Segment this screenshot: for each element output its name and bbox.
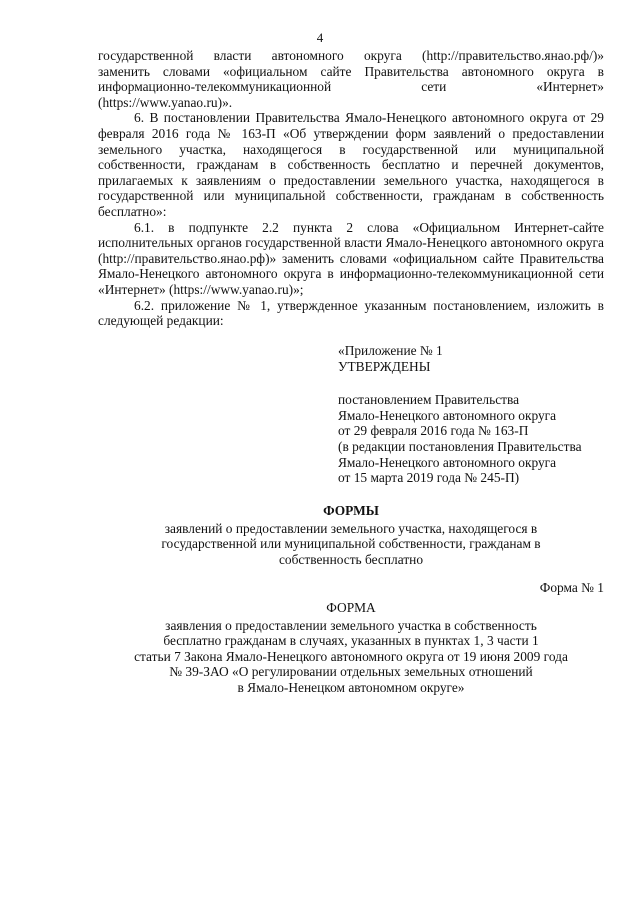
form-number-label: Форма № 1: [539, 580, 604, 595]
forms-subtitle-line: собственность бесплатно: [278, 551, 424, 567]
form-title: ФОРМА: [326, 600, 376, 615]
body-line: информационно-телекоммуникационной сети «Интернет»: [98, 79, 604, 95]
forms-title: ФОРМЫ: [323, 503, 379, 518]
appendix-line: от 29 февраля 2016 года № 163-П: [338, 423, 529, 439]
paragraph-6-1: 6.1. в подпункте 2.2 пункта 2 слова «Официальном Интернет-сайте исполнительных органов государственной власти Ямало-Ненецкого автономного округа (http://правительство.янао.рф)» заменить словами «официальном сайте Правительства Ямало-Ненецкого автономного округа в информационно-телекоммуникационной сети «Интернет» (https://www.yanao.ru)»;: [98, 219, 604, 297]
appendix-approval-block: [338, 343, 618, 486]
paragraph-6: 6. В постановлении Правительства Ямало-Ненецкого автономного округа от 29 февраля 2016 года № 163-П «Об утверждении форм заявлений о предоставлении земельного участка, находящегося в государственной или муниципальной собственности, гражданам в собственность бесплатно и перечней документов, прилагаемых к заявлениям о предоставлении земельного участка, находящегося в государственной или муниципальной собственности, гражданам в собственность бесплатно»:: [98, 110, 604, 219]
form-subtitle-line: в Ямало-Ненецком автономном округе»: [237, 679, 465, 695]
paragraph-6-2: 6.2. приложение № 1, утвержденное указанным постановлением, изложить в следующей редакции:: [98, 297, 604, 329]
page-number: 4: [316, 30, 324, 45]
appendix-line: постановлением Правительства: [338, 392, 520, 408]
document-body: [98, 48, 604, 329]
form-heading: [98, 600, 604, 696]
appendix-line: Ямало-Ненецкого автономного округа: [338, 407, 557, 423]
forms-heading: [98, 503, 604, 567]
body-line: государственной власти автономного округа (http://правительство.янао.рф/)»: [98, 48, 604, 63]
form-subtitle-line: бесплатно гражданам в случаях, указанных в пунктах 1, 3 части 1: [163, 633, 539, 649]
forms-subtitle-line: заявлений о предоставлении земельного участка, находящегося в: [164, 520, 538, 536]
body-line: заменить словами «официальном сайте Правительства автономного округа в: [98, 63, 604, 79]
forms-subtitle-line: государственной или муниципальной собственности, гражданам в: [161, 536, 541, 552]
appendix-line: «Приложение № 1: [338, 343, 443, 358]
appendix-line: от 15 марта 2019 года № 245-П): [338, 470, 520, 486]
form-subtitle-line: заявления о предоставлении земельного участка в собственность: [165, 617, 537, 633]
appendix-line: УТВЕРЖДЕНЫ: [338, 358, 431, 374]
appendix-line: Ямало-Ненецкого автономного округа: [338, 454, 557, 470]
form-subtitle-line: № 39-ЗАО «О регулировании отдельных земельных отношений: [169, 664, 533, 680]
form-subtitle-line: статьи 7 Закона Ямало-Ненецкого автономного округа от 19 июня 2009 года: [134, 648, 568, 664]
body-line: (https://www.yanao.ru)».: [98, 94, 233, 110]
appendix-line: (в редакции постановления Правительства: [338, 438, 582, 454]
